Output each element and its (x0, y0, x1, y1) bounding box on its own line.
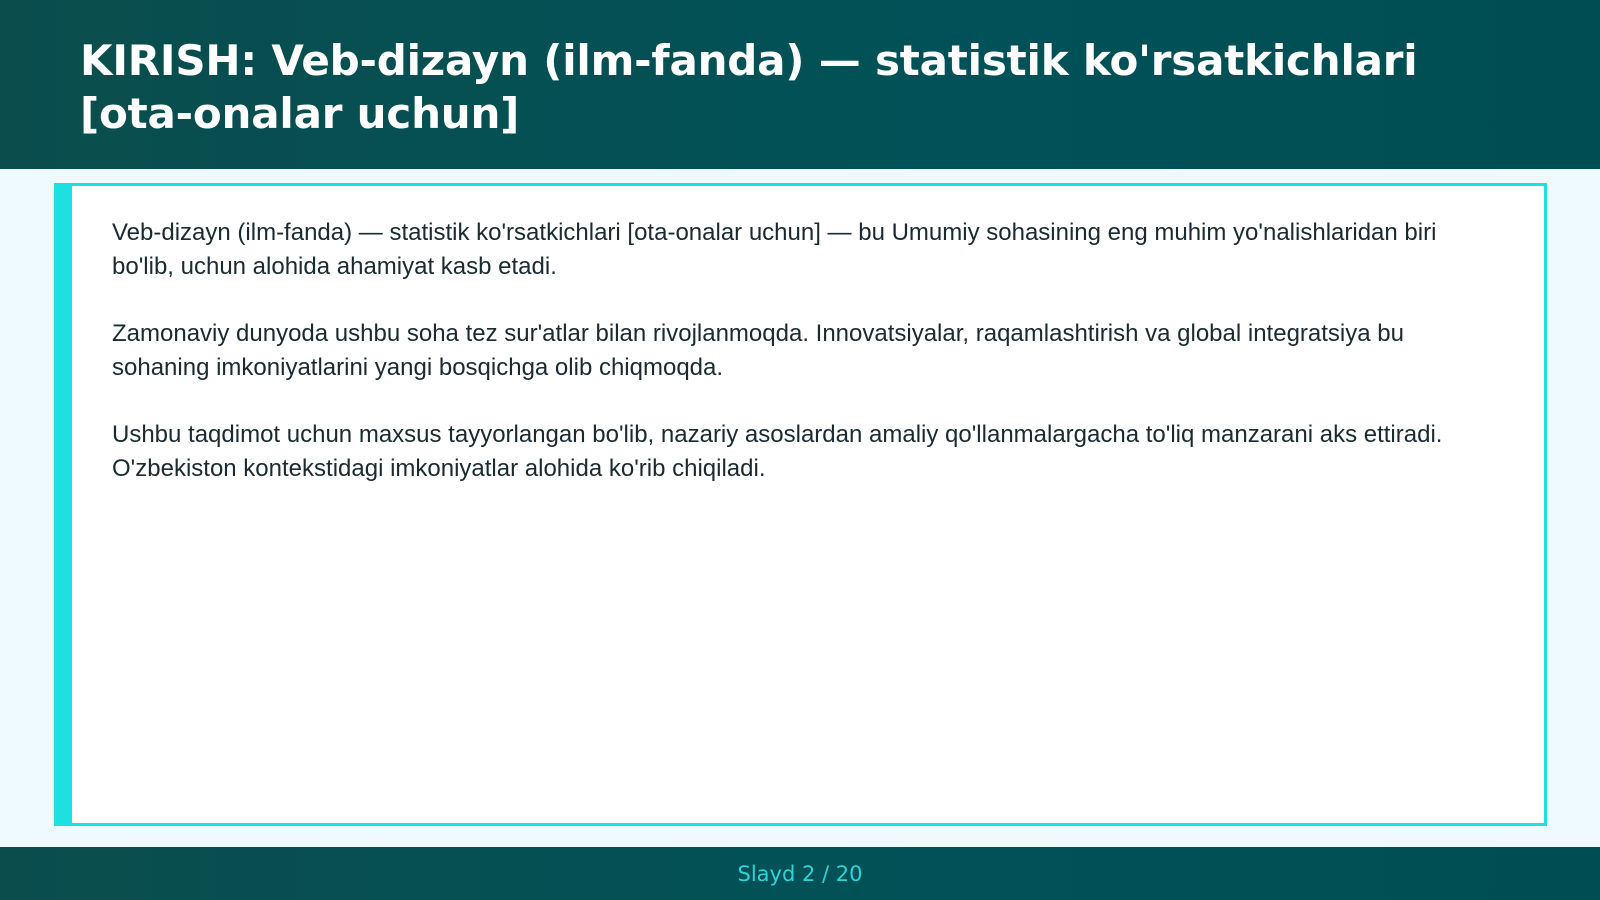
slide-footer (0, 847, 1600, 900)
slide-header (0, 0, 1600, 169)
slide-counter: Slayd 2 / 20 (737, 861, 863, 886)
presentation-paragraph: Ushbu taqdimot uchun maxsus tayyorlangan bo'lib, nazariy asoslardan amaliy qo'llanmalargacha to'liq manzarani aks ettiradi. O'zbekiston kontekstidagi imkoniyatlar alohida ko'rib chiqiladi. (112, 421, 1443, 482)
intro-paragraph: Veb-dizayn (ilm-fanda) — statistik ko'rsatkichlari [ota-onalar uchun] — bu Umumiy sohasining eng muhim yo'nalishlaridan biri bo'lib, uchun alohida ahamiyat kasb etadi. (112, 219, 1437, 280)
development-paragraph: Zamonaviy dunyoda ushbu soha tez sur'atlar bilan rivojlanmoqda. Innovatsiyalar, raqamlashtirish va global integratsiya bu sohaning imkoniyatlarini yangi bosqichga olib chiqmoqda. (112, 320, 1404, 381)
slide-title: KIRISH: Veb-dizayn (ilm-fanda) — statistik ko'rsatkichlari [ota-onalar uchun] (80, 36, 1418, 138)
content-card (54, 183, 1547, 826)
